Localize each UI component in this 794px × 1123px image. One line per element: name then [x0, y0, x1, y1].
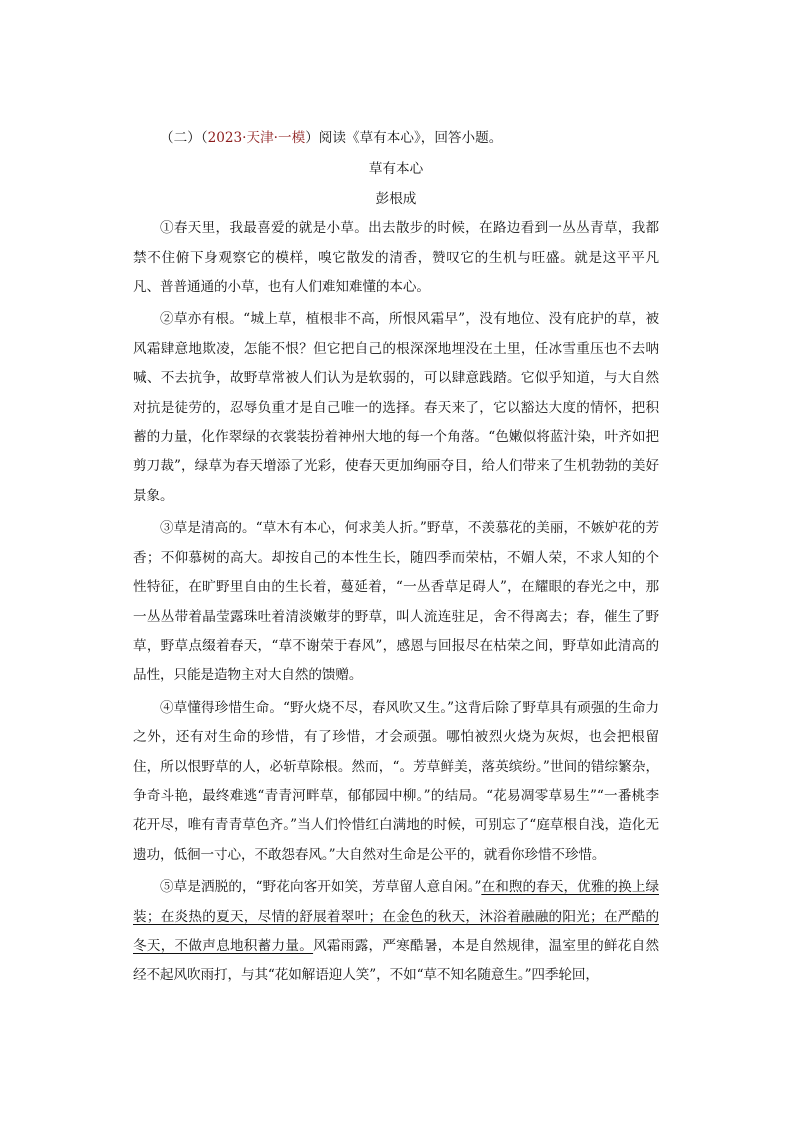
exam-source: 2023·天津·一模 — [207, 130, 306, 146]
paragraph-3: ③草是清高的。“草木有本心，何求美人折。”野草，不羡慕花的美丽，不嫉妒花的芳香；不仰慕树的高大。却按自己的本性生长，随四季而荣枯，不媚人荣，不求人知的个性特征，在旷野里自由的生长着，蔓延着，“一丛香草足碍人”，在耀眼的春光之中，那一丛丛带着晶莹露珠吐着清淡嫩芽的野草，叫人流连驻足，舍不得离去；春，催生了野草，野草点缀着春天，“草不谢荣于春风”，感恩与回报尽在枯荣之间，野草如此清高的品性，只能是造物主对大自然的馈赠。 — [133, 520, 659, 684]
paragraph-4: ④草懂得珍惜生命。“野火烧不尽，春风吹又生。”这背后除了野草具有顽强的生命力之外，还有对生命的珍惜，有了珍惜，才会顽强。哪怕被烈火烧为灰烬，也会把根留住，所以恨野草的人，必斩草除根。然而，“。芳草鲜美，落英缤纷。”世间的错综繁杂，争奇斗艳，最终难逃“青青河畔草，郁郁园中柳。”的结局。“花易凋零草易生”“一番桃李花开尽，唯有青青草色齐。”当人们怜惜红白满地的时候，可别忘了“庭草根自浅，造化无遗功，低徊一寸心，不敢怨春风。”大自然对生命是公平的，就看你珍惜不珍惜。 — [133, 699, 659, 863]
paragraph-5-end: 风霜雨露，严寒酷暑，本是自然规律，温室里的鲜花自然经不起风吹雨打，与其“花如解语迎人笑”，不如“草不知名随意生。”四季轮回， — [133, 937, 660, 984]
paragraph-1: ①春天里，我最喜爱的就是小草。出去散步的时候，在路边看到一丛丛青草，我都禁不住俯下身观察它的模样，嗅它散发的清香，赞叹它的生机与旺盛。就是这平平凡凡、普普通通的小草，也有人们难知难懂的本心。 — [133, 220, 659, 296]
paragraph-5 — [133, 873, 659, 991]
document-body — [133, 124, 659, 994]
article-author: 彭根成 — [375, 190, 417, 207]
article-title: 草有本心 — [368, 161, 424, 178]
intro-suffix: ）阅读《草有本心》，回答小题。 — [305, 130, 503, 146]
paragraph-5-start: ⑤草是洒脱的，“野花向客开如笑，芳草留人意自闲。” — [160, 879, 482, 896]
paragraph-2: ②草亦有根。“城上草，植根非不高，所恨风霜早”，没有地位、没有庇护的草，被风霜肆意地欺凌，怎能不恨？但它把自己的根深深地埋没在土里，任冰雪重压也不去呐喊、不去抗争，故野草常被人们认为是软弱的，可以肆意践踏。它似乎知道，与大自然对抗是徒劳的，忍辱负重才是自己唯一的选择。春天来了，它以豁达大度的情怀，把积蓄的力量，化作翠绿的衣裳装扮着神州大地的每一个角落。“色嫩似将蓝汁染，叶齐如把剪刀裁”，绿草为春天增添了光彩，使春天更加绚丽夺目，给人们带来了生机勃勃的美好景象。 — [133, 311, 659, 504]
question-intro — [133, 124, 659, 153]
intro-prefix: （二）（ — [160, 130, 208, 146]
underlined-sentence: 在和煦的春天，优雅的换上绿装；在炎热的夏天，尽情的舒展着翠叶；在金色的秋天，沐浴着融融的阳光；在严酷的冬天，不做声息地积蓄力量。 — [133, 879, 659, 954]
